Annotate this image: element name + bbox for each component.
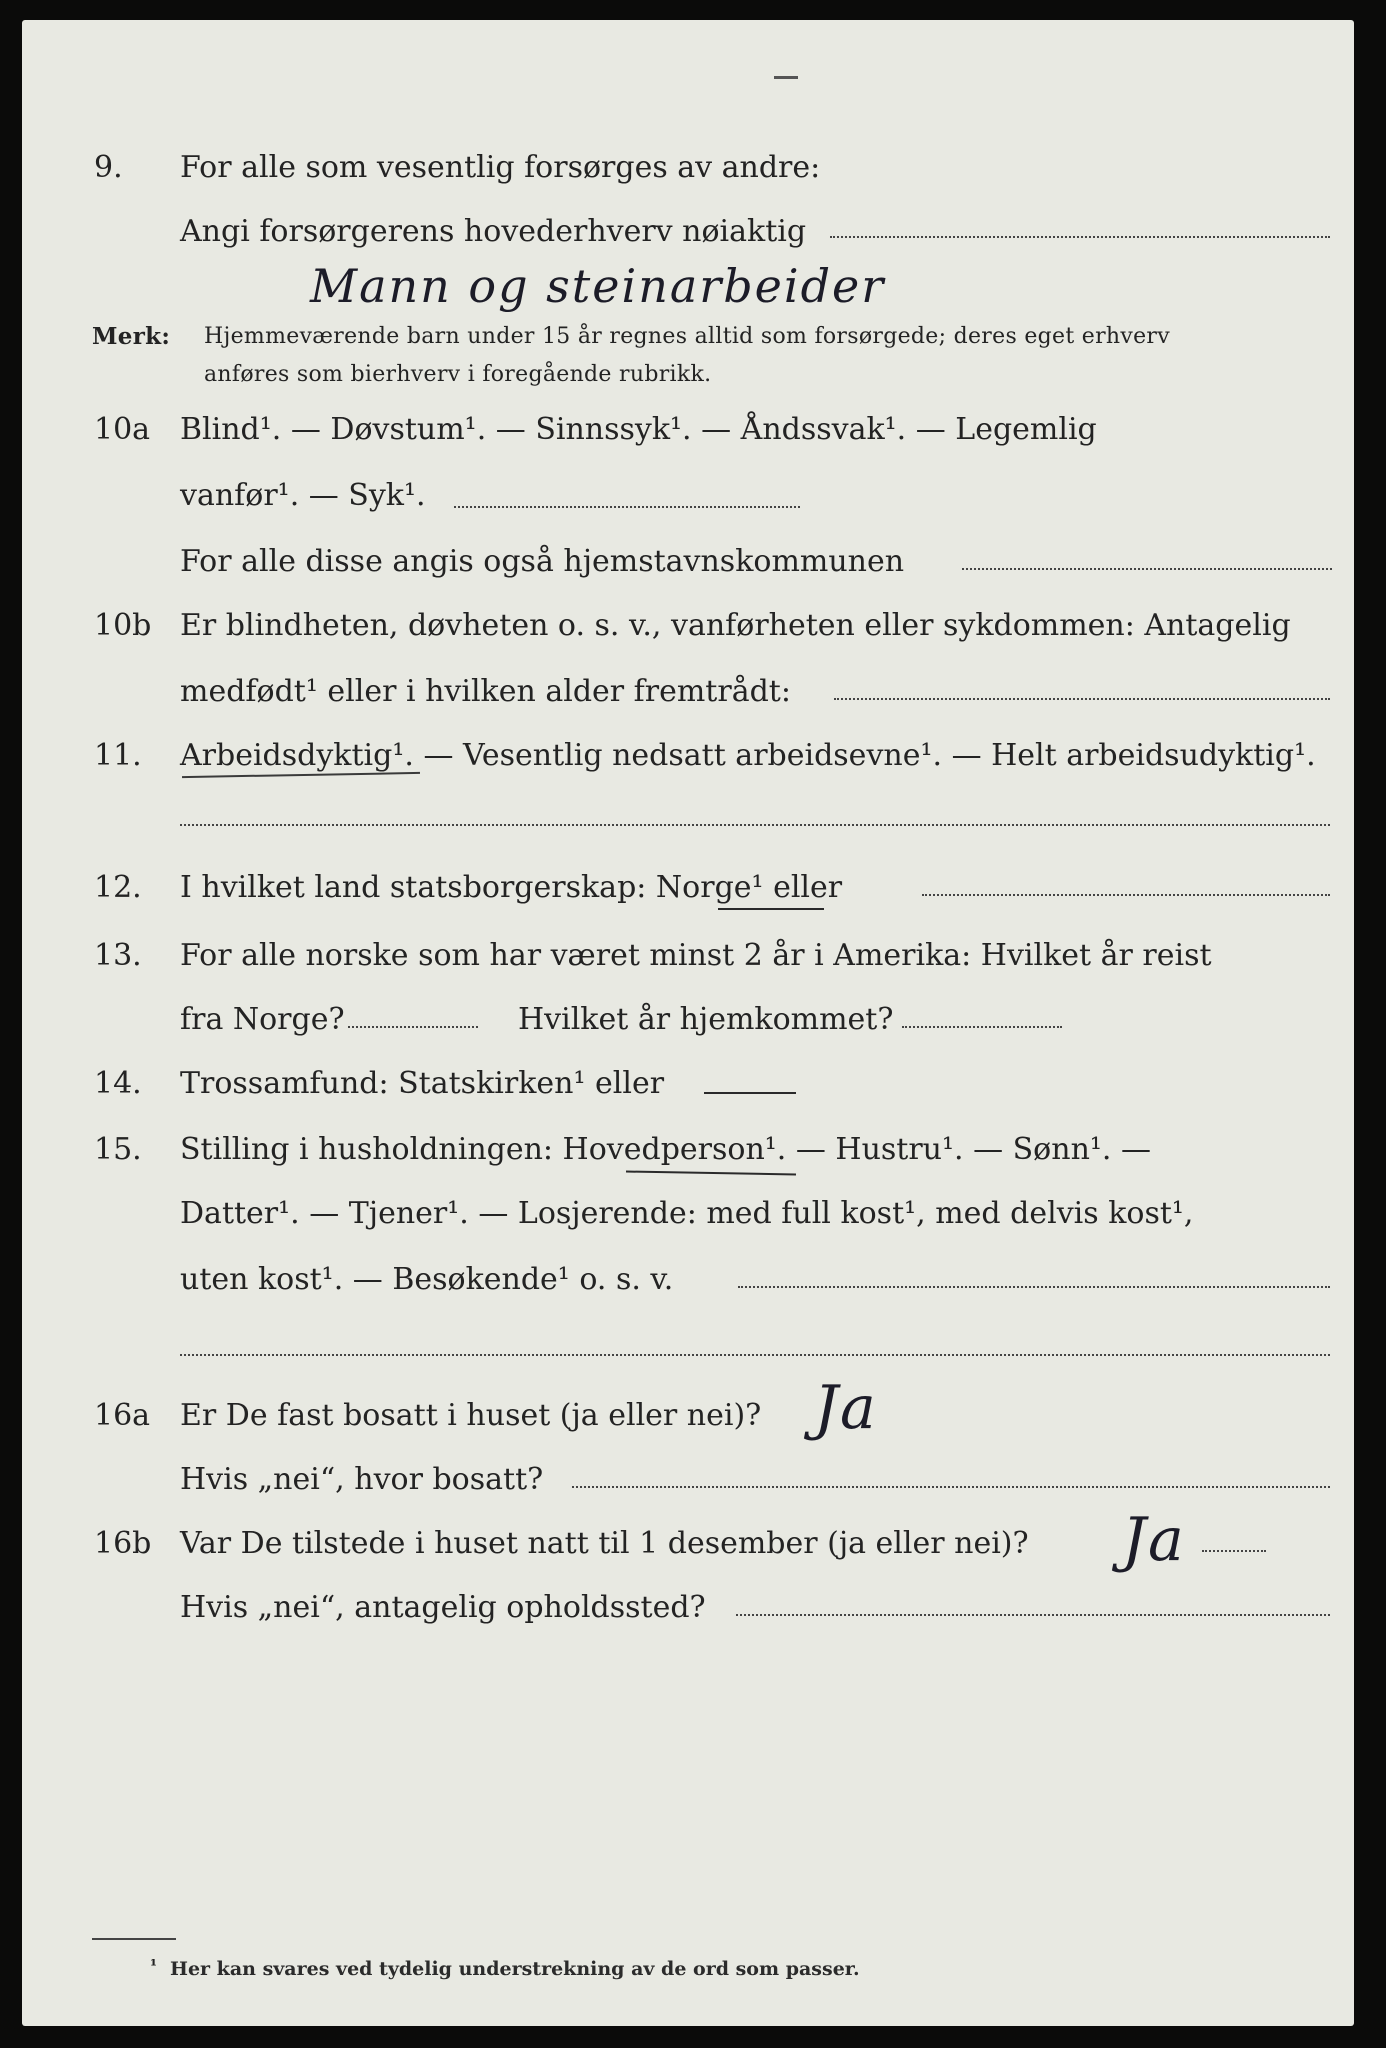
q16a-handwritten-answer: Ja xyxy=(814,1373,878,1443)
q12-number: 12. xyxy=(94,870,142,905)
q12-text1: I hvilket land statsborgerskap: Norge¹ eller xyxy=(180,870,843,905)
q15-number: 15. xyxy=(94,1132,142,1167)
q10b-text2: medfødt¹ eller i hvilken alder fremtrådt: xyxy=(180,674,791,709)
q12-underline-mark xyxy=(718,908,824,910)
q16b-text2: Hvis „nei“, antagelig opholdssted? xyxy=(180,1590,706,1625)
merk-text1: Hjemmeværende barn under 15 år regnes alltid som forsørgede; deres eget erhverv xyxy=(204,324,1170,349)
q14-text1: Trossamfund: Statskirken¹ eller xyxy=(180,1066,665,1101)
q10b-answer-line xyxy=(834,698,1330,700)
q15-answer-line xyxy=(738,1286,1330,1288)
q15-text2: Datter¹. — Tjener¹. — Losjerende: med full kost¹, med delvis kost¹, xyxy=(180,1196,1194,1231)
q9-answer-line xyxy=(830,236,1330,238)
footnote-rule xyxy=(92,1938,176,1940)
footnote-text: Her kan svares ved tydelig understrekning av de ord som passer. xyxy=(170,1958,860,1980)
q11-number: 11. xyxy=(94,738,142,773)
q13-number: 13. xyxy=(94,938,142,973)
q10a-text3: For alle disse angis også hjemstavnskommunen xyxy=(180,544,905,579)
q13-text1: For alle norske som har været minst 2 år i Amerika: Hvilket år reist xyxy=(180,938,1212,973)
q15-underline-mark xyxy=(626,1171,796,1176)
q14-answer-line xyxy=(704,1092,796,1094)
q9-text2: Angi forsørgerens hovederhverv nøiaktig xyxy=(180,214,807,249)
q9-number: 9. xyxy=(94,150,123,185)
q16b-text1: Var De tilstede i huset natt til 1 desember (ja eller nei)? xyxy=(180,1526,1029,1561)
ink-mark xyxy=(774,76,798,79)
q15-text3: uten kost¹. — Besøkende¹ o. s. v. xyxy=(180,1262,674,1297)
q9-handwritten-answer: Mann og steinarbeider xyxy=(310,259,886,313)
q16b-opholdssted-line xyxy=(736,1614,1330,1616)
q10a-number: 10a xyxy=(94,412,151,447)
merk-text2: anføres som bierhverv i foregående rubrikk. xyxy=(204,362,712,387)
q13-reist-line xyxy=(348,1026,478,1028)
q15-text1: Stilling i husholdningen: Hovedperson¹. — Hustru¹. — Sønn¹. — xyxy=(180,1132,1151,1167)
q16a-text2: Hvis „nei“, hvor bosatt? xyxy=(180,1462,544,1497)
q13-text2b: Hvilket år hjemkommet? xyxy=(518,1002,894,1037)
footnote-marker: ¹ xyxy=(150,1956,158,1975)
q9-text1: For alle som vesentlig forsørges av andre: xyxy=(180,150,821,185)
q10a-text2: vanfør¹. — Syk¹. xyxy=(180,478,426,513)
q16b-number: 16b xyxy=(94,1526,152,1561)
q16a-answer-line xyxy=(572,1486,1330,1488)
q14-number: 14. xyxy=(94,1066,142,1101)
q10a-syk-line xyxy=(454,506,800,508)
q16a-text1: Er De fast bosatt i huset (ja eller nei)? xyxy=(180,1398,762,1433)
q10b-number: 10b xyxy=(94,608,152,643)
q10b-text1: Er blindheten, døvheten o. s. v., vanførheten eller sykdommen: Antagelig xyxy=(180,608,1291,643)
q10a-kommune-line xyxy=(962,568,1332,570)
q13-text2a: fra Norge? xyxy=(180,1002,345,1037)
q13-hjemkommet-line xyxy=(902,1026,1062,1028)
merk-label: Merk: xyxy=(92,323,171,350)
q11-answer-line xyxy=(180,824,1330,826)
q16a-number: 16a xyxy=(94,1398,151,1433)
census-form-page xyxy=(22,20,1354,2026)
q16b-handwritten-answer: Ja xyxy=(1122,1505,1186,1575)
q11-text1: Arbeidsdyktig¹. — Vesentlig nedsatt arbeidsevne¹. — Helt arbeidsudyktig¹. xyxy=(180,738,1316,773)
q12-answer-line xyxy=(922,894,1330,896)
q10a-text1: Blind¹. — Døvstum¹. — Sinnssyk¹. — Åndssvak¹. — Legemlig xyxy=(180,412,1097,447)
q16b-answer-line xyxy=(1202,1550,1266,1552)
q15-extra-line xyxy=(180,1354,1330,1356)
